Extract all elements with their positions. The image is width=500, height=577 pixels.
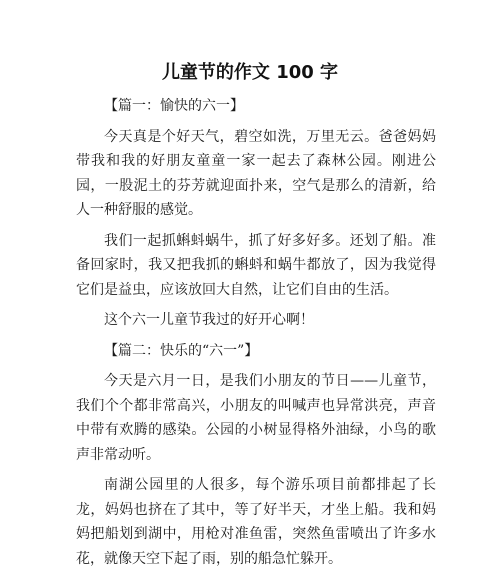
text-line: 中带有欢腾的感染。公园的小树显得格外油绿，小鸟的歌 — [76, 422, 436, 438]
text-line: 人一种舒服的感觉。 — [76, 202, 202, 218]
section-heading-2: 【篇二：快乐的“六一”】 — [104, 342, 259, 359]
document-title: 儿童节的作文 100 字 — [161, 62, 339, 83]
paragraph — [76, 473, 436, 571]
paragraph — [76, 369, 436, 467]
paragraph — [76, 229, 436, 303]
document-body — [76, 94, 436, 577]
text-line: 南湖公园里的人很多，每个游乐项目前都排起了长 — [104, 477, 436, 493]
text-line: 带我和我的好朋友童童一家一起去了森林公园。刚进公 — [76, 153, 436, 169]
text-line: 它们是益虫，应该放回大自然，让它们自由的生活。 — [76, 281, 398, 298]
text-line: 花，就像天空下起了雨，别的船急忙躲开。 — [76, 550, 342, 567]
text-line: 我们一起抓蝌蚪蜗牛，抓了好多好多。还划了船。准 — [104, 232, 436, 249]
section-heading-1: 【篇一：愉快的六一】 — [104, 98, 244, 114]
text-line: 声非常动听。 — [76, 446, 160, 463]
text-line: 这个六一儿童节我过的好开心啊！ — [104, 312, 314, 328]
text-line: 今天真是个好天气，碧空如洗，万里无云。爸爸妈妈 — [104, 128, 436, 145]
text-line: 妈把船划到湖中，用枪对准鱼雷，突然鱼雷喷出了许多水 — [76, 526, 436, 542]
paragraph — [76, 125, 436, 223]
text-line: 我们个个都非常高兴，小朋友的叫喊声也异常洪亮，声音 — [76, 397, 436, 414]
text-line: 园，一股泥土的芬芳就迎面扑来，空气是那么的清新，给 — [76, 177, 436, 194]
text-line: 今天是六月一日，是我们小朋友的节日——儿童节， — [104, 373, 436, 389]
text-line: 龙，妈妈也挤在了其中，等了好半天，才坐上船。我和妈 — [76, 501, 436, 518]
text-line: 备回家时，我又把我抓的蝌蚪和蜗牛都放了，因为我觉得 — [76, 257, 436, 273]
paragraph — [76, 308, 436, 333]
